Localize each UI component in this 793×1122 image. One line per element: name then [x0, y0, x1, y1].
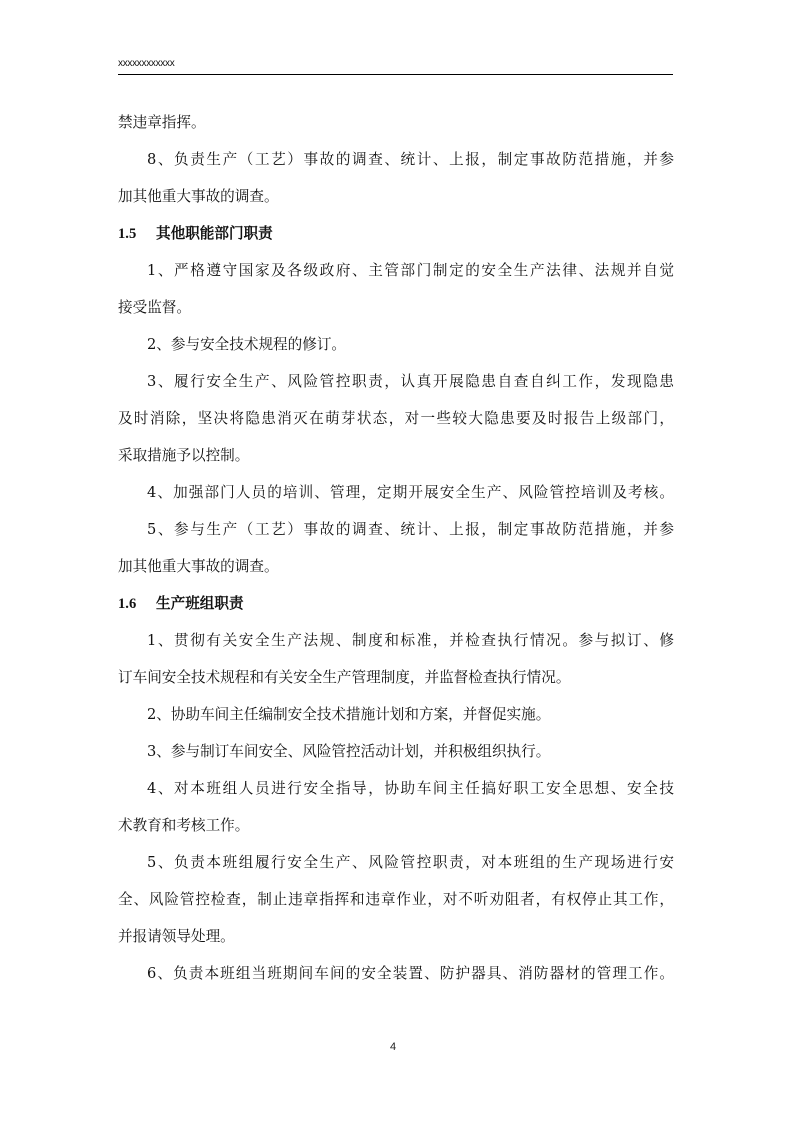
paragraph-line: 术教育和考核工作。	[118, 817, 250, 834]
paragraph-line: 加其他重大事故的调查。	[118, 188, 279, 205]
paragraph-line: 禁违章指挥。	[118, 114, 206, 131]
list-item-6: 6、负责本班组当班期间车间的安全装置、防护器具、消防器材的管理工作。	[147, 965, 674, 982]
paragraph-line: 全、风险管控检查，制止违章指挥和违章作业，对不听劝阻者，有权停止其工作，	[118, 891, 674, 908]
list-item-3: 3、履行安全生产、风险管控职责，认真开展隐患自查自纠工作，发现隐患	[147, 373, 674, 390]
list-item-5: 5、负责本班组履行安全生产、风险管控职责，对本班组的生产现场进行安	[147, 854, 674, 871]
list-item-3: 3、参与制订车间安全、风险管控活动计划，并积极组织执行。	[147, 743, 551, 760]
paragraph-line: 接受监督。	[118, 299, 191, 316]
list-item-2: 2、协助车间主任编制安全技术措施计划和方案，并督促实施。	[147, 706, 551, 723]
section-number: 1.6	[118, 596, 137, 612]
page-number: 4	[390, 1041, 397, 1053]
section-number: 1.5	[118, 226, 137, 242]
paragraph-line: 订车间安全技术规程和有关安全生产管理制度，并监督检查执行情况。	[118, 669, 571, 686]
list-item-4: 4、加强部门人员的培训、管理，定期开展安全生产、风险管控培训及考核。	[147, 484, 674, 501]
paragraph-line: 并报请领导处理。	[118, 928, 235, 945]
list-item-2: 2、参与安全技术规程的修订。	[147, 336, 347, 353]
section-heading-1-6	[118, 585, 674, 622]
list-item-1: 1、严格遵守国家及各级政府、主管部门制定的安全生产法律、法规并自觉	[147, 262, 674, 279]
document-body	[118, 104, 674, 992]
list-item-5: 5、参与生产（工艺）事故的调查、统计、上报，制定事故防范措施，并参	[147, 521, 674, 538]
list-item-8: 8、负责生产（工艺）事故的调查、统计、上报，制定事故防范措施，并参	[147, 151, 674, 168]
section-title: 其他职能部门职责	[156, 225, 273, 242]
list-item-1: 1、贯彻有关安全生产法规、制度和标准，并检查执行情况。参与拟订、修	[147, 632, 674, 649]
header-text: xxxxxxxxxxxx	[118, 58, 175, 69]
paragraph-line: 加其他重大事故的调查。	[118, 558, 279, 575]
section-title: 生产班组职责	[156, 595, 244, 612]
page-header	[118, 56, 673, 75]
paragraph-line: 及时消除，坚决将隐患消灭在萌芽状态，对一些较大隐患要及时报告上级部门，	[118, 410, 674, 427]
list-item-4: 4、对本班组人员进行安全指导，协助车间主任搞好职工安全思想、安全技	[147, 780, 674, 797]
paragraph-line: 采取措施予以控制。	[118, 447, 250, 464]
section-heading-1-5	[118, 215, 674, 252]
